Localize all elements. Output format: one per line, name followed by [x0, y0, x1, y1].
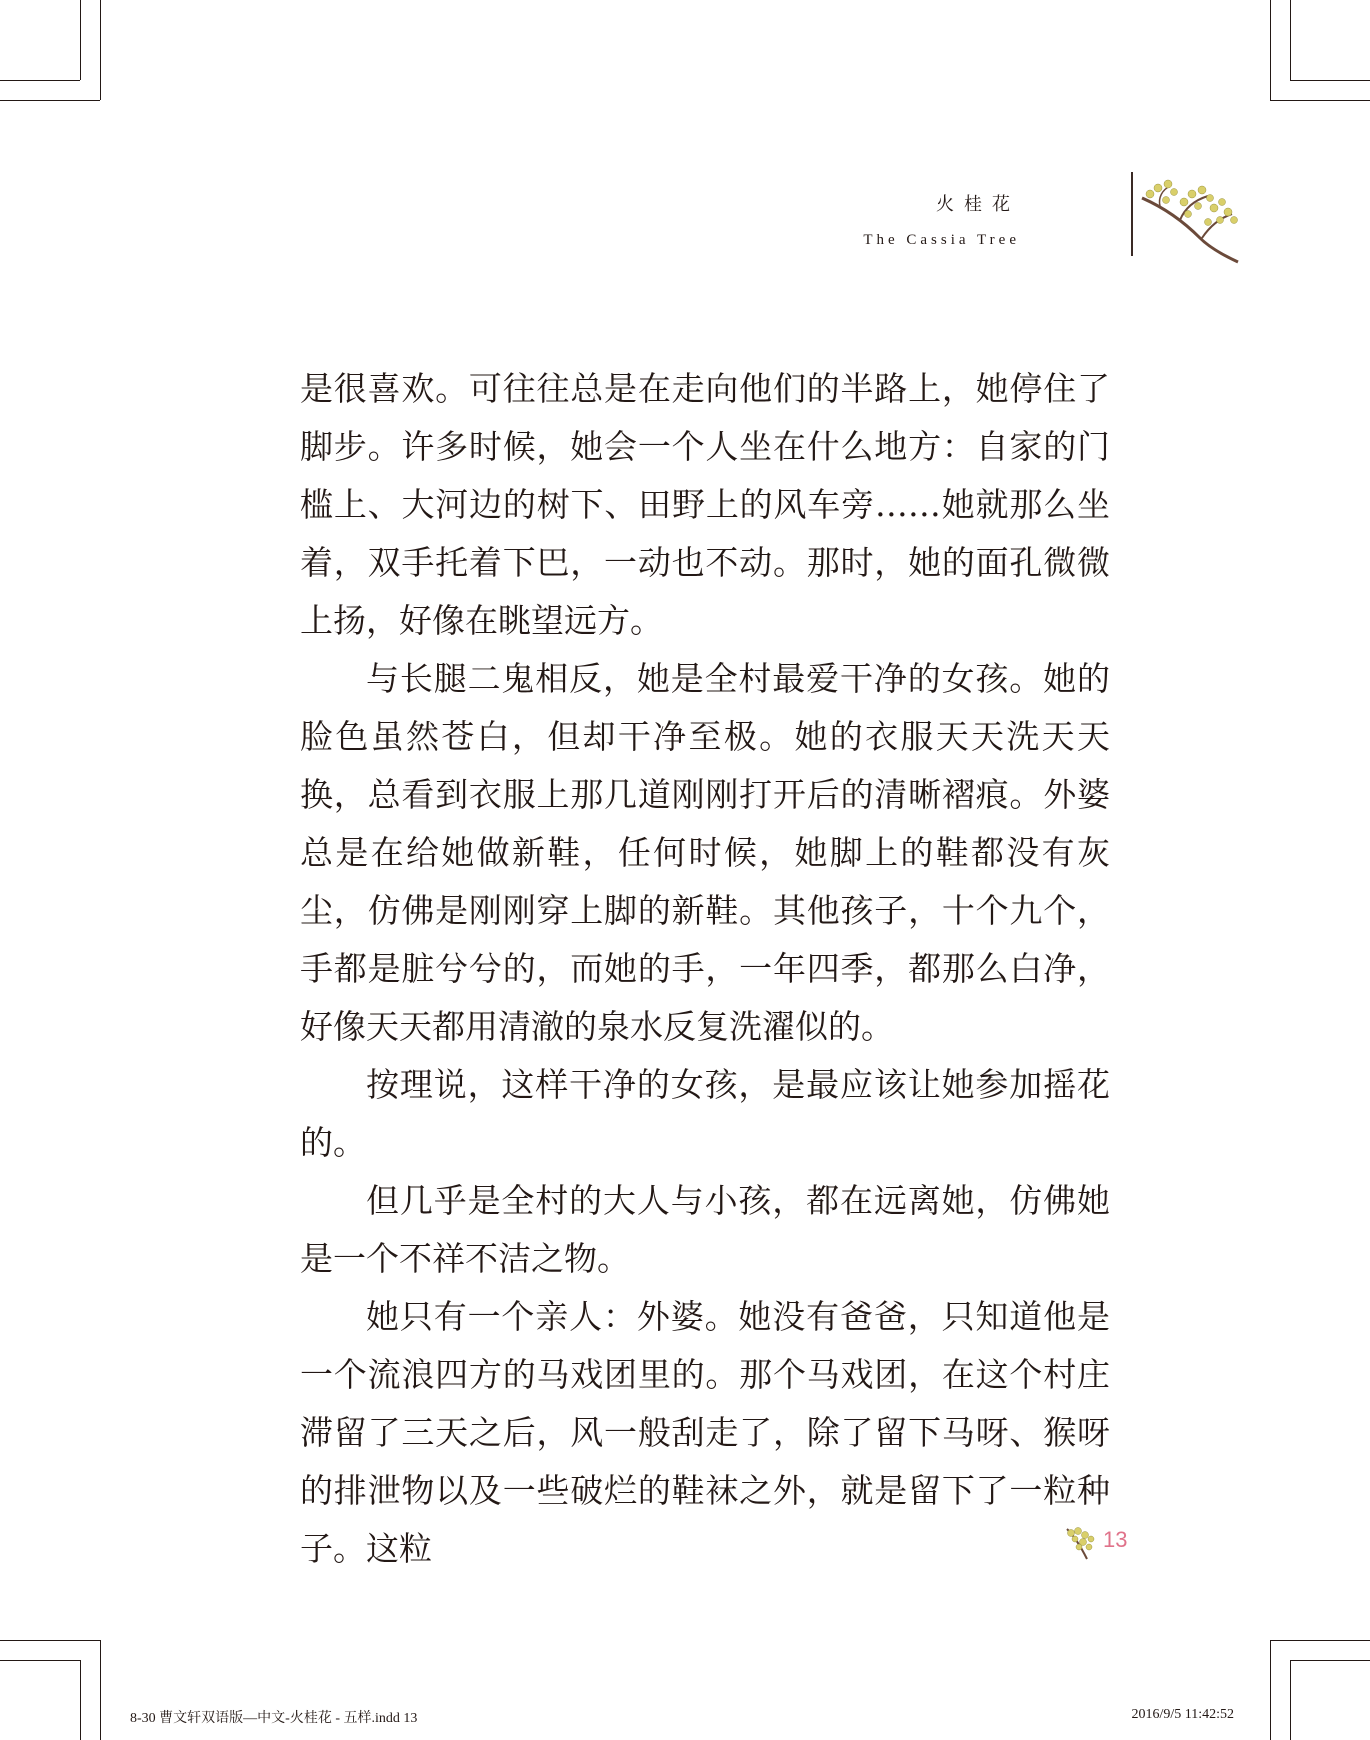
- paragraph: 是很喜欢。可往往总是在走向他们的半路上，她停住了脚步。许多时候，她会一个人坐在什么地方：自家的门槛上、大河边的树下、田野上的风车旁……她就那么坐着，双手托着下巴，一动也不动。那时，她的面孔微微上扬，好像在眺望远方。: [300, 369, 1110, 640]
- book-title: 火桂花: [936, 194, 1020, 215]
- paragraph: 但几乎是全村的大人与小孩，都在远离她，仿佛她是一个不祥不洁之物。: [300, 1181, 1110, 1278]
- book-subtitle: The Cassia Tree: [863, 232, 1020, 248]
- page-number: 13: [1103, 1527, 1128, 1552]
- paragraph: 按理说，这样干净的女孩，是最应该让她参加摇花的。: [300, 1065, 1110, 1162]
- cassia-sprig-icon: [1063, 1525, 1097, 1561]
- slug-filename: 8-30 曹文轩双语版—中文-火桂花 - 五样.indd 13: [130, 1711, 418, 1726]
- paragraph: 与长腿二鬼相反，她是全村最爱干净的女孩。她的脸色虽然苍白，但却干净至极。她的衣服天天洗天天换，总看到衣服上那几道刚刚打开后的清晰褶痕。外婆总是在给她做新鞋，任何时候，她脚上的鞋都没有灰尘，仿佛是刚刚穿上脚的新鞋。其他孩子，十个九个，手都是脏兮兮的，而她的手，一年四季，都那么白净，好像天天都用清澈的泉水反复洗濯似的。: [300, 659, 1110, 1046]
- page-number-area: [1063, 1525, 1128, 1565]
- paragraph: 她只有一个亲人：外婆。她没有爸爸，只知道他是一个流浪四方的马戏团里的。那个马戏团，在这个村庄滞留了三天之后，风一般刮走了，除了留下马呀、猴呀的排泄物以及一些破烂的鞋袜之外，就是留下了一粒种子。这粒: [300, 1297, 1110, 1568]
- header-divider: [1131, 172, 1133, 256]
- cassia-branch-icon: [1140, 178, 1240, 264]
- body-text: [300, 360, 1110, 1578]
- slug-timestamp: 2016/9/5 11:42:52: [1131, 1707, 1234, 1722]
